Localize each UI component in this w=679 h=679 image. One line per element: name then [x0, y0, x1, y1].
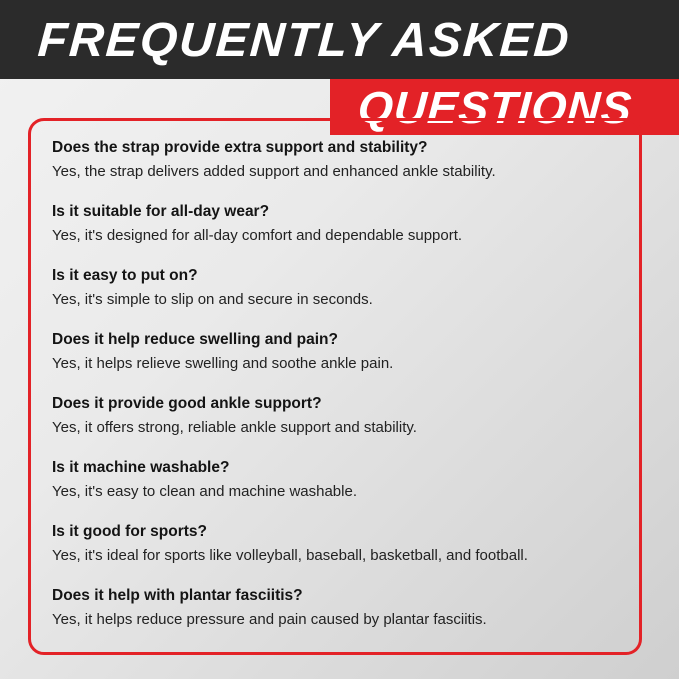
faq-question: Does it provide good ankle support?	[52, 395, 322, 412]
faq-question: Is it good for sports?	[52, 523, 207, 540]
faq-question: Is it easy to put on?	[52, 267, 198, 284]
faq-answer: Yes, it offers strong, reliable ankle support and stability.	[52, 419, 417, 436]
faq-answer: Yes, it's easy to clean and machine washable.	[52, 483, 357, 500]
faq-question: Does it help reduce swelling and pain?	[52, 331, 338, 348]
faq-item	[52, 394, 642, 438]
faq-list	[52, 138, 642, 630]
faq-answer: Yes, it helps reduce pressure and pain caused by plantar fasciitis.	[52, 611, 487, 628]
faq-item	[52, 586, 642, 630]
page-title-line2: QUESTIONS	[356, 82, 634, 133]
faq-item	[52, 522, 642, 566]
faq-question: Is it machine washable?	[52, 459, 230, 476]
faq-item	[52, 266, 642, 310]
faq-item	[52, 458, 642, 502]
faq-item	[52, 330, 642, 374]
faq-question: Does the strap provide extra support and stability?	[52, 139, 428, 156]
faq-answer: Yes, it's simple to slip on and secure in seconds.	[52, 291, 373, 308]
faq-answer: Yes, it's ideal for sports like volleyball, baseball, basketball, and football.	[52, 547, 528, 564]
faq-question: Does it help with plantar fasciitis?	[52, 587, 303, 604]
faq-item	[52, 202, 642, 246]
page-title-line1: FREQUENTLY ASKED	[36, 14, 573, 67]
faq-item	[52, 138, 642, 182]
faq-answer: Yes, it's designed for all-day comfort and dependable support.	[52, 227, 463, 244]
faq-answer: Yes, the strap delivers added support and enhanced ankle stability.	[52, 163, 496, 180]
faq-question: Is it suitable for all-day wear?	[52, 203, 270, 220]
faq-answer: Yes, it helps relieve swelling and soothe ankle pain.	[52, 355, 394, 372]
